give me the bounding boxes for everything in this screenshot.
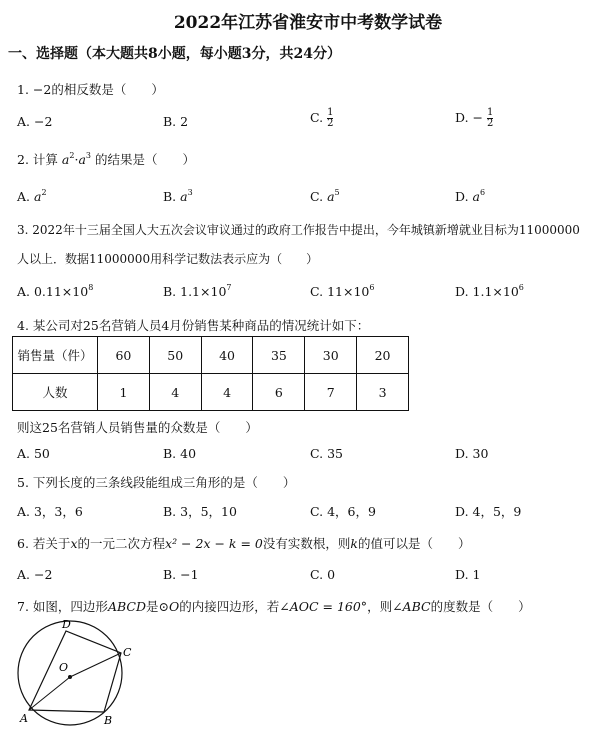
variable-k: k — [350, 536, 358, 551]
question-text: 的一元二次方程 — [77, 536, 166, 551]
label-d: D — [62, 618, 71, 631]
option-b[interactable]: B. −1 — [163, 567, 199, 582]
option-d[interactable]: D. 4，5，9 — [455, 504, 522, 519]
exponent: 6 — [369, 283, 375, 292]
option-a[interactable]: A. −2 — [17, 114, 53, 129]
option-c[interactable] — [310, 108, 333, 129]
table-row — [13, 374, 409, 411]
angle-question: ∠ABC — [392, 599, 431, 614]
exponent: 6 — [518, 283, 524, 292]
question-4 — [17, 316, 369, 334]
fraction — [327, 108, 333, 129]
option-d[interactable]: D. 1 — [455, 567, 481, 582]
option-b[interactable] — [163, 188, 193, 204]
circle-quadrilateral-figure — [10, 616, 140, 728]
option-c[interactable] — [310, 188, 340, 204]
math-base: a — [327, 189, 335, 204]
question-text: 的结果是（ ） — [94, 152, 195, 167]
table-cell: 20 — [357, 337, 409, 374]
quadrilateral-abcd — [29, 631, 121, 712]
table-cell: 50 — [149, 337, 201, 374]
question-1 — [17, 80, 164, 98]
question-text: ，则 — [367, 599, 393, 614]
option-a[interactable]: A. 50 — [17, 446, 50, 461]
option-d[interactable] — [455, 108, 493, 129]
denominator: 2 — [486, 118, 494, 129]
denominator: 2 — [327, 118, 334, 129]
label-b: B — [104, 714, 113, 727]
question-4-prompt: 则这25名营销人员销售量的众数是（ ） — [17, 420, 258, 435]
question-number: 4. — [17, 318, 29, 333]
option-label: C. — [310, 189, 324, 204]
math-base: a — [61, 152, 70, 167]
exponent: 2 — [69, 151, 75, 160]
table-cell: 4 — [149, 374, 201, 411]
table-cell: 60 — [98, 337, 150, 374]
question-number: 6. — [17, 536, 29, 551]
math-base: a — [78, 152, 86, 167]
question-text: 没有实数根，则 — [262, 536, 351, 551]
option-b[interactable] — [163, 283, 232, 299]
option-a[interactable] — [17, 188, 47, 204]
table-row — [13, 337, 409, 374]
table-cell: 40 — [201, 337, 253, 374]
option-c[interactable]: C. 0 — [310, 567, 336, 582]
circle-name: O — [168, 599, 180, 614]
table-cell: 6 — [253, 374, 305, 411]
question-text: 的值可以是（ ） — [357, 536, 471, 551]
page-title: 2022年江苏省淮安市中考数学试卷 — [173, 13, 443, 33]
question-3-line2: 人以上．数据11000000用科学记数法表示应为（ ） — [17, 252, 319, 266]
fraction — [487, 108, 493, 129]
exponent: 7 — [226, 283, 232, 292]
circle-o — [18, 621, 122, 725]
option-label: D. 1.1×10 — [455, 284, 519, 299]
question-text: 若关于 — [32, 536, 71, 551]
exponent: 2 — [41, 188, 47, 197]
option-c[interactable] — [310, 283, 374, 299]
numerator: 1 — [486, 107, 494, 118]
option-c[interactable]: C. 35 — [310, 446, 343, 461]
label-a: A — [20, 712, 28, 725]
sales-table — [12, 336, 409, 411]
question-text: 2022年十三届全国人大五次会议审议通过的政府工作报告中提出，今年城镇新增就业目标为11000000 — [32, 223, 580, 237]
option-label: C. 11×10 — [310, 284, 370, 299]
question-7 — [17, 597, 531, 615]
math-dot: · — [74, 152, 79, 167]
question-text: 如图，四边形 — [32, 599, 108, 614]
question-3 — [17, 221, 580, 238]
option-label: D. − — [455, 110, 483, 125]
table-cell: 7 — [305, 374, 357, 411]
table-header-cell: 人数 — [13, 374, 98, 411]
option-d[interactable]: D. 30 — [455, 446, 489, 461]
exponent: 5 — [334, 188, 340, 197]
option-label: D. — [455, 189, 469, 204]
question-text: 某公司对25名营销人员4月份销售某种商品的情况统计如下： — [32, 318, 370, 333]
question-2 — [17, 150, 195, 168]
question-text: 的相反数是（ ） — [51, 82, 164, 97]
option-b[interactable]: B. 2 — [163, 114, 189, 129]
table-cell: 30 — [305, 337, 357, 374]
table-cell: 3 — [357, 374, 409, 411]
option-a[interactable]: A. −2 — [17, 567, 53, 582]
question-text: 的内接四边形，若 — [179, 599, 280, 614]
exponent: 3 — [187, 188, 193, 197]
exponent: 3 — [85, 151, 91, 160]
label-c: C — [123, 646, 132, 659]
equation: x² − 2x − k = 0 — [165, 536, 263, 551]
numerator: 1 — [327, 107, 334, 118]
math-base: a — [180, 189, 188, 204]
option-a[interactable]: A. 3，3，6 — [17, 504, 83, 519]
question-5 — [17, 473, 295, 491]
question-6 — [17, 534, 470, 552]
center-dot — [68, 675, 72, 679]
question-number: 2. — [17, 152, 29, 167]
segment-oc — [70, 653, 121, 677]
option-d[interactable] — [455, 188, 485, 204]
question-number: 3. — [17, 223, 29, 237]
label-o: O — [59, 661, 69, 674]
table-cell: 1 — [98, 374, 150, 411]
option-label: A. — [17, 189, 31, 204]
option-a[interactable] — [17, 283, 93, 299]
question-text: −2 — [32, 82, 52, 97]
option-c[interactable]: C. 4，6，9 — [310, 504, 376, 519]
segment-ao — [29, 677, 70, 710]
question-text: 是⊙ — [145, 599, 169, 614]
table-header-cell: 销售量（件） — [13, 337, 98, 374]
question-number: 7. — [17, 599, 29, 614]
option-label: B. — [163, 189, 177, 204]
section-heading: 一、选择题（本大题共8小题，每小题3分，共24分） — [8, 46, 341, 62]
option-d[interactable] — [455, 283, 524, 299]
option-label: C. — [310, 110, 324, 125]
option-label: B. 1.1×10 — [163, 284, 227, 299]
exponent: 8 — [88, 283, 94, 292]
math-base: a — [472, 189, 480, 204]
angle-condition: ∠AOC = 160° — [279, 599, 368, 614]
question-number: 5. — [17, 475, 29, 490]
quadrilateral-name: ABCD — [107, 599, 146, 614]
question-text: 下列长度的三条线段能组成三角形的是（ ） — [32, 475, 296, 490]
variable-x: x — [70, 536, 78, 551]
math-base: a — [34, 189, 42, 204]
option-b[interactable]: B. 3，5，10 — [163, 504, 237, 519]
question-number: 1. — [17, 82, 29, 97]
exponent: 6 — [480, 188, 486, 197]
table-cell: 4 — [201, 374, 253, 411]
table-cell: 35 — [253, 337, 305, 374]
question-text: 的度数是（ ） — [430, 599, 531, 614]
option-label: A. 0.11×10 — [17, 284, 89, 299]
question-text: 计算 — [32, 152, 58, 167]
option-b[interactable]: B. 40 — [163, 446, 197, 461]
